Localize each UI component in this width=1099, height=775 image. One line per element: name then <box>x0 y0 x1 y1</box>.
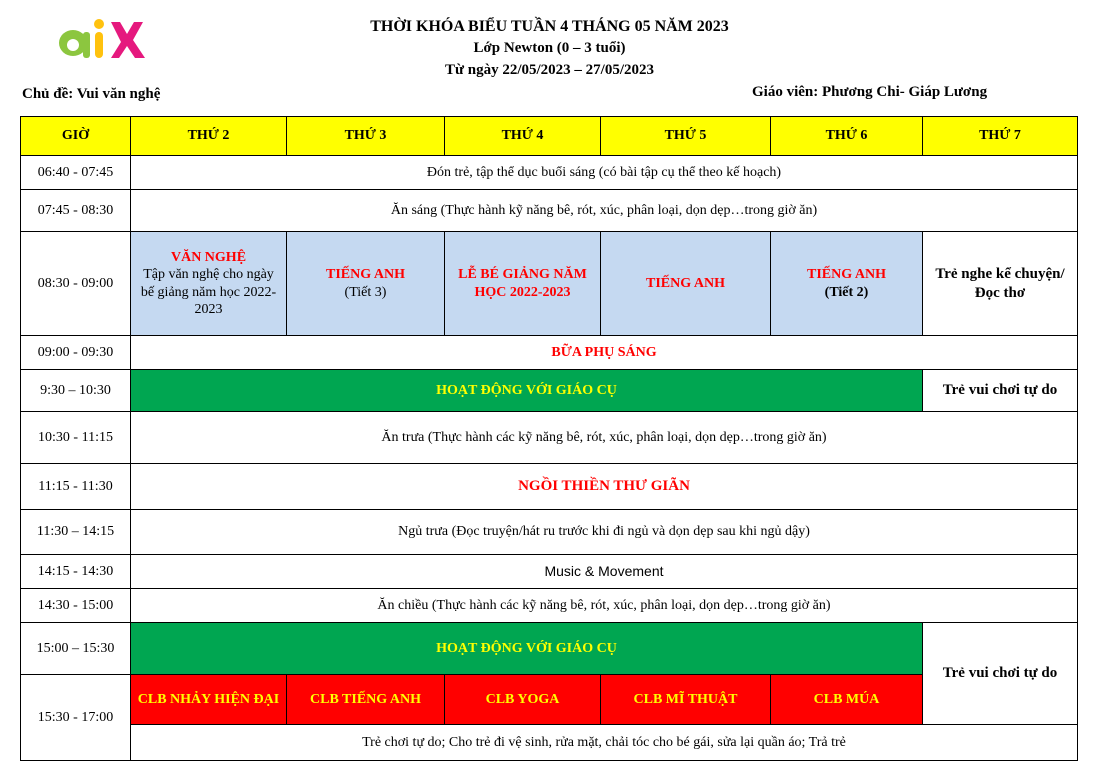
table-row <box>21 464 1078 510</box>
class-name: Lớp Newton (0 – 3 tuổi) <box>473 40 626 56</box>
table-row <box>21 190 1078 232</box>
club-cell: CLB YOGA <box>445 675 601 725</box>
time-cell: 06:40 - 07:45 <box>21 156 131 190</box>
friday-activity-title: TIẾNG ANH <box>807 267 886 282</box>
timetable <box>20 116 1078 761</box>
activity-cell: BỮA PHỤ SÁNG <box>131 336 1078 370</box>
monday-activity-title: VĂN NGHỆ <box>170 249 247 265</box>
club-cell: CLB TIẾNG ANH <box>287 675 445 725</box>
time-cell: 08:30 - 09:00 <box>21 232 131 336</box>
header-saturday: THỨ 7 <box>923 117 1078 156</box>
monday-activity <box>131 232 287 336</box>
time-cell: 9:30 – 10:30 <box>21 370 131 412</box>
club-row <box>21 675 1078 725</box>
table-row <box>21 336 1078 370</box>
time-cell: 15:00 – 15:30 <box>21 623 131 675</box>
saturday-activity: Trẻ vui chơi tự do <box>923 623 1078 725</box>
time-cell: 11:15 - 11:30 <box>21 464 131 510</box>
table-row <box>21 510 1078 555</box>
table-row <box>21 555 1078 589</box>
club-cell: CLB MĨ THUẬT <box>601 675 771 725</box>
wednesday-activity: LỄ BÉ GIẢNG NĂM HỌC 2022-2023 <box>445 232 601 336</box>
tuesday-activity <box>287 232 445 336</box>
topic-label: Chủ đề: Vui văn nghệ <box>22 86 161 102</box>
header-friday: THỨ 6 <box>771 117 923 156</box>
club-cell: CLB NHẢY HIỆN ĐẠI <box>131 675 287 725</box>
friday-activity-text: (Tiết 2) <box>824 284 869 300</box>
table-row <box>21 232 1078 336</box>
tuesday-activity-text: (Tiết 3) <box>344 284 387 300</box>
time-cell: 09:00 - 09:30 <box>21 336 131 370</box>
table-row <box>21 370 1078 412</box>
activity-cell: Ăn sáng (Thực hành kỹ năng bê, rót, xúc, phân loại, dọn dẹp…trong giờ ăn) <box>131 190 1078 232</box>
time-cell: 15:30 - 17:00 <box>21 675 131 761</box>
activity-cell: NGỒI THIỀN THƯ GIÃN <box>131 464 1078 510</box>
activity-cell: Ăn chiều (Thực hành các kỹ năng bê, rót, xúc, phân loại, dọn dẹp…trong giờ ăn) <box>131 589 1078 623</box>
friday-activity <box>771 232 923 336</box>
saturday-activity: Trẻ nghe kể chuyện/Đọc thơ <box>923 232 1078 336</box>
table-row <box>21 589 1078 623</box>
schedule-title: THỜI KHÓA BIỂU TUẦN 4 THÁNG 05 NĂM 2023 <box>370 18 729 35</box>
table-row <box>21 725 1078 761</box>
time-cell: 14:30 - 15:00 <box>21 589 131 623</box>
activity-cell: HOẠT ĐỘNG VỚI GIÁO CỤ <box>131 370 923 412</box>
monday-activity-text: Tập văn nghệ cho ngày bế giảng năm học 2022-2023 <box>140 267 277 317</box>
table-row <box>21 156 1078 190</box>
table-row <box>21 412 1078 464</box>
saturday-activity: Trẻ vui chơi tự do <box>923 370 1078 412</box>
activity-cell: Trẻ chơi tự do; Cho trẻ đi vệ sinh, rửa mặt, chải tóc cho bé gái, sửa lại quần áo; Trả trẻ <box>131 725 1078 761</box>
activity-cell: Ngủ trưa (Đọc truyện/hát ru trước khi đi ngủ và dọn dẹp sau khi ngủ dậy) <box>131 510 1078 555</box>
header-wednesday: THỨ 4 <box>445 117 601 156</box>
teacher-label: Giáo viên: Phương Chi- Giáp Lương <box>752 84 988 100</box>
time-cell: 14:15 - 14:30 <box>21 555 131 589</box>
header-time: GIỜ <box>21 117 131 156</box>
activity-cell: Music & Movement <box>131 555 1078 589</box>
activity-cell: Đón trẻ, tập thể dục buổi sáng (có bài tập cụ thể theo kế hoạch) <box>131 156 1078 190</box>
tuesday-activity-title: TIẾNG ANH <box>326 267 405 282</box>
time-cell: 11:30 – 14:15 <box>21 510 131 555</box>
table-row <box>21 623 1078 675</box>
activity-cell: Ăn trưa (Thực hành các kỹ năng bê, rót, xúc, phân loại, dọn dẹp…trong giờ ăn) <box>131 412 1078 464</box>
activity-cell: HOẠT ĐỘNG VỚI GIÁO CỤ <box>131 623 923 675</box>
club-cell: CLB MÚA <box>771 675 923 725</box>
date-range: Từ ngày 22/05/2023 – 27/05/2023 <box>444 62 655 78</box>
header-tuesday: THỨ 3 <box>287 117 445 156</box>
time-cell: 10:30 - 11:15 <box>21 412 131 464</box>
time-cell: 07:45 - 08:30 <box>21 190 131 232</box>
thursday-activity: TIẾNG ANH <box>601 232 771 336</box>
header-thursday: THỨ 5 <box>601 117 771 156</box>
header-monday: THỨ 2 <box>131 117 287 156</box>
header-row <box>21 117 1078 156</box>
